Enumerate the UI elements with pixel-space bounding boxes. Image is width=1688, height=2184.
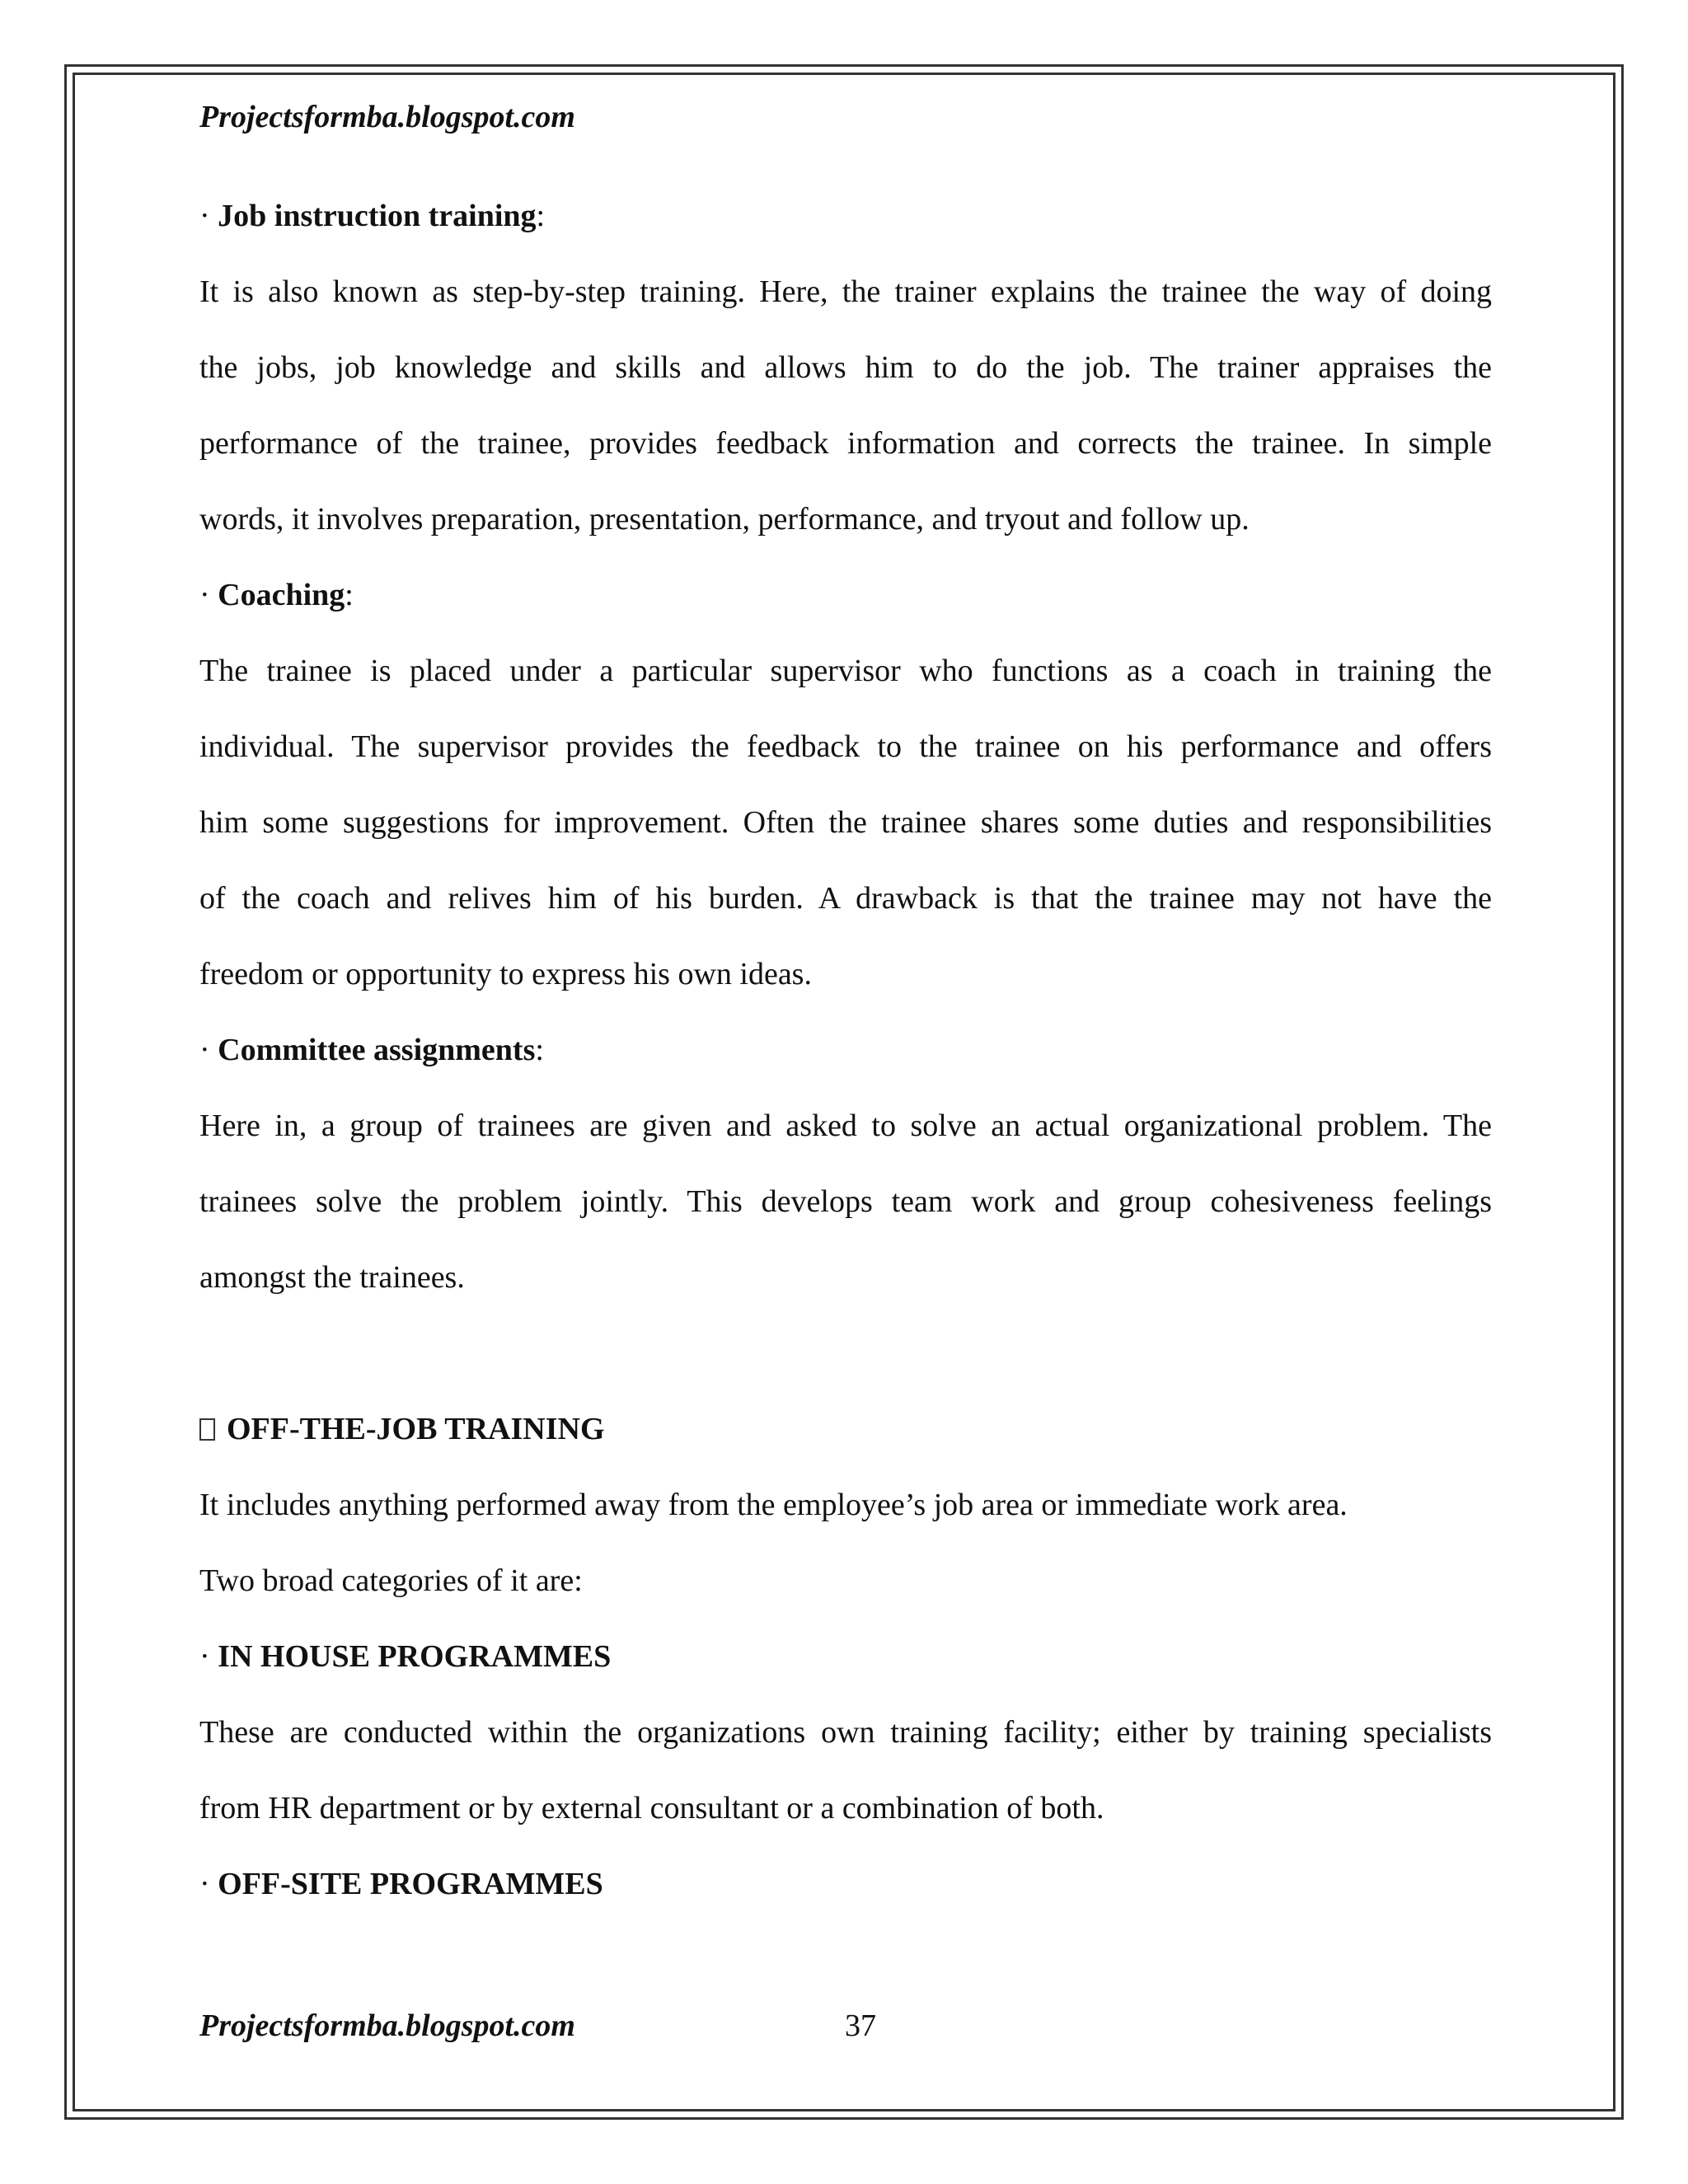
bullet-dot: · — [199, 1867, 210, 1901]
header-site: Projectsformba.blogspot.com — [199, 100, 575, 134]
heading-text: OFF-SITE PROGRAMMES — [218, 1867, 603, 1901]
square-bullet-icon — [199, 1418, 215, 1441]
section-heading-off-site — [199, 1864, 1492, 1904]
heading-colon: : — [535, 1033, 544, 1067]
heading-text: Coaching — [218, 578, 345, 612]
footer-site: Projectsformba.blogspot.com — [199, 2008, 575, 2043]
paragraph-line: from HR department or by external consultant or a combination of both. — [199, 1791, 1104, 1825]
heading-text: Job instruction training — [218, 199, 537, 233]
bullet-dot: · — [199, 1033, 210, 1067]
paragraph-line: performance of the trainee, provides feedback information and corrects the trainee. In simple — [199, 426, 1492, 461]
heading-colon: : — [345, 578, 354, 612]
heading-text: IN HOUSE PROGRAMMES — [218, 1639, 612, 1674]
paragraph-line: It includes anything performed away from the employee’s job area or immediate work area. — [199, 1488, 1348, 1522]
page-number: 37 — [845, 2008, 876, 2043]
paragraph-line: the jobs, job knowledge and skills and allows him to do the job. The trainer appraises the — [199, 350, 1492, 385]
bullet-dot: · — [199, 578, 210, 612]
section-heading-job-instruction — [199, 196, 1492, 236]
paragraph-line: The trainee is placed under a particular supervisor who functions as a coach in training the — [199, 654, 1492, 688]
paragraph-line: trainees solve the problem jointly. This develops team work and group cohesiveness feelings — [199, 1184, 1492, 1219]
section-heading-off-the-job — [199, 1409, 1492, 1449]
heading-text: Committee assignments — [218, 1033, 536, 1067]
heading-text: OFF-THE-JOB TRAINING — [227, 1412, 605, 1446]
paragraph-line: individual. The supervisor provides the feedback to the trainee on his performance and offers — [199, 729, 1492, 764]
section-heading-committee — [199, 1030, 1492, 1070]
heading-colon: : — [536, 199, 546, 233]
paragraph-line: freedom or opportunity to express his own ideas. — [199, 957, 812, 991]
paragraph-line: him some suggestions for improvement. Often the trainee shares some duties and responsibilities — [199, 805, 1492, 840]
section-heading-coaching — [199, 575, 1492, 615]
section-heading-in-house — [199, 1637, 1492, 1676]
paragraph-line: These are conducted within the organizations own training facility; either by training specialists — [199, 1715, 1492, 1750]
paragraph-line: Two broad categories of it are: — [199, 1563, 583, 1598]
paragraph-line: It is also known as step-by-step training. Here, the trainer explains the trainee the way of doing — [199, 274, 1492, 309]
bullet-dot: · — [199, 1639, 210, 1674]
paragraph-line: amongst the trainees. — [199, 1260, 465, 1295]
bullet-dot: · — [199, 199, 210, 233]
paragraph-line: of the coach and relives him of his burden. A drawback is that the trainee may not have the — [199, 881, 1492, 916]
paragraph-line: words, it involves preparation, presentation, performance, and tryout and follow up. — [199, 502, 1250, 537]
paragraph-line: Here in, a group of trainees are given and asked to solve an actual organizational problem. The — [199, 1108, 1492, 1143]
